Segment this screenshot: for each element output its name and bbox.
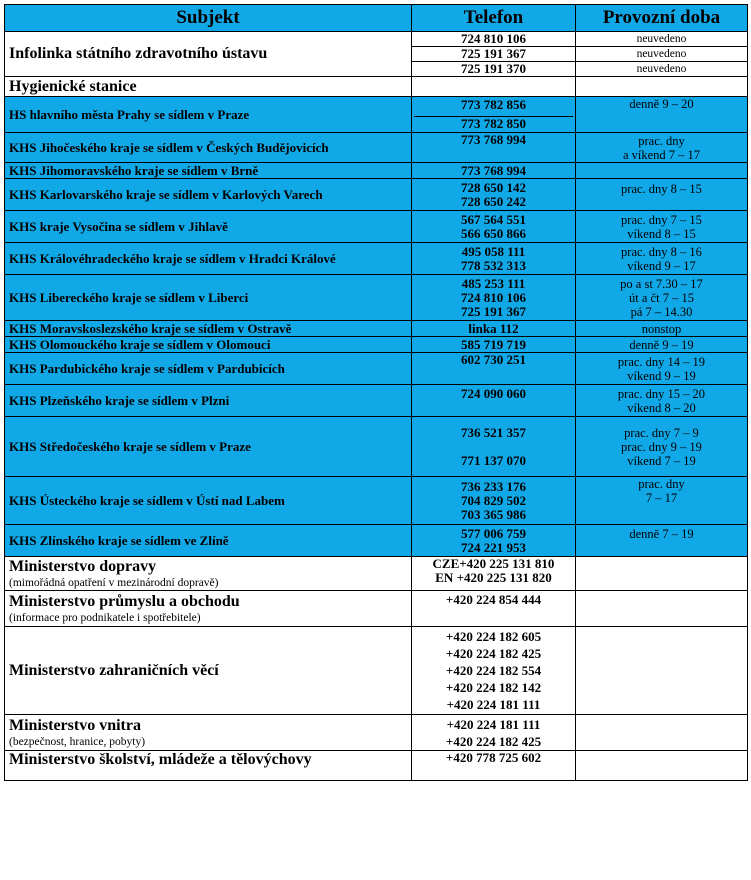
station-hours-line: víkend 9 – 17	[627, 258, 696, 273]
ministry-name: Ministerstvo školství, mládeže a tělovýchovy	[9, 751, 312, 768]
station-subject: KHS Plzeňského kraje se sídlem v Plzni	[5, 385, 412, 417]
station-phone: 725 191 367	[461, 303, 526, 319]
ministry-phone: +420 224 181 111	[446, 716, 541, 732]
ministry-note: (mimořádná opatření v mezinárodní dopravě)	[9, 576, 219, 589]
station-phone: 704 829 502	[461, 492, 526, 508]
empty-cell	[576, 557, 748, 591]
station-hours-line: prac. dny 15 – 20	[617, 386, 706, 401]
station-hours-line: út a čt 7 – 15	[629, 290, 694, 305]
header-subject: Subjekt	[5, 5, 412, 32]
station-row	[5, 163, 748, 179]
station-hours-line: prac. dny 14 – 19	[617, 354, 706, 369]
ministry-subject	[5, 627, 412, 715]
header-row	[5, 5, 748, 32]
station-hours-line: a víkend 7 – 17	[622, 147, 701, 162]
station-row	[5, 385, 748, 417]
empty-cell	[576, 751, 748, 781]
ministry-subject	[5, 751, 412, 781]
station-hours	[576, 321, 748, 337]
ministry-row	[5, 715, 748, 751]
station-phones	[412, 525, 576, 557]
station-hours	[576, 385, 748, 417]
station-row	[5, 211, 748, 243]
ministry-row	[5, 557, 748, 591]
station-row	[5, 243, 748, 275]
station-phone: 567 564 551	[461, 211, 526, 227]
station-phones	[412, 97, 576, 133]
station-hours-line: prac. dny 8 – 16	[621, 244, 702, 259]
ministry-subject	[5, 557, 412, 591]
station-hours-line: víkend 9 – 19	[627, 368, 696, 383]
station-row	[5, 525, 748, 557]
station-row	[5, 417, 748, 477]
station-subject: KHS Jihočeského kraje se sídlem v Českých Budějovicích	[5, 133, 412, 163]
station-hours-line: denně 7 – 19	[629, 527, 694, 541]
station-phone: 773 768 994	[461, 162, 526, 178]
ministry-note: (bezpečnost, hranice, pobyty)	[9, 735, 146, 748]
infolinka-phone-2: 725 191 367	[412, 47, 576, 62]
spacer	[414, 440, 573, 454]
station-hours-line: nonstop	[641, 321, 682, 336]
empty-cell	[412, 77, 576, 97]
ministry-row	[5, 751, 748, 781]
station-phone: linka 112	[468, 320, 519, 336]
station-row	[5, 337, 748, 353]
station-phone: 736 233 176	[461, 478, 526, 494]
infolinka-hours-1: neuvedeno	[576, 32, 748, 47]
station-phones	[412, 163, 576, 179]
station-subject: KHS Královéhradeckého kraje se sídlem v Hradci Králové	[5, 243, 412, 275]
station-row	[5, 321, 748, 337]
station-hours-line: denně 9 – 19	[629, 337, 694, 352]
station-phone: 778 532 313	[461, 257, 526, 273]
station-row	[5, 133, 748, 163]
ministry-phone: +420 224 182 554	[445, 663, 542, 678]
station-phones	[412, 133, 576, 163]
station-subject: KHS Ústeckého kraje se sídlem v Ústí nad Labem	[5, 477, 412, 525]
station-hours	[576, 525, 748, 557]
station-row	[5, 477, 748, 525]
contact-table-container	[4, 4, 747, 781]
station-hours	[576, 163, 748, 179]
station-phone: 724 810 106	[461, 289, 526, 305]
ministry-name: Ministerstvo vnitra	[9, 716, 141, 734]
station-hours	[576, 417, 748, 477]
station-hours	[576, 477, 748, 525]
station-subject: KHS Jihomoravského kraje se sídlem v Brně	[5, 163, 412, 179]
ministry-note: (informace pro podnikatele i spotřebitele)	[9, 611, 201, 624]
hygiene-header-row	[5, 77, 748, 97]
station-hours-line: víkend 7 – 19	[627, 453, 696, 468]
station-phone: 485 253 111	[461, 275, 526, 291]
ministry-phones	[412, 557, 576, 591]
ministry-phones	[412, 627, 576, 715]
ministry-phone: +420 224 182 142	[445, 680, 542, 695]
station-hours-line: prac. dny	[638, 477, 685, 491]
empty-cell	[576, 627, 748, 715]
station-hours-line: prac. dny 7 – 15	[621, 212, 702, 227]
infolinka-hours-3: neuvedeno	[576, 62, 748, 77]
ministry-name: Ministerstvo dopravy	[9, 557, 157, 575]
ministry-name: Ministerstvo zahraničních věcí	[9, 661, 219, 679]
station-phone: 773 768 994	[461, 132, 526, 147]
station-hours-line: prac. dny 8 – 15	[621, 182, 702, 196]
station-phone: 566 650 866	[461, 225, 526, 241]
ministry-phone: +420 224 854 444	[445, 592, 542, 607]
station-subject: KHS Středočeského kraje se sídlem v Praze	[5, 417, 412, 477]
empty-cell	[576, 77, 748, 97]
station-hours	[576, 275, 748, 321]
ministry-phones	[412, 591, 576, 627]
station-subject: KHS Zlínského kraje se sídlem ve Zlíně	[5, 525, 412, 557]
station-hours	[576, 353, 748, 385]
ministry-row	[5, 591, 748, 627]
station-phone: 703 365 986	[461, 506, 526, 522]
station-hours-line: prac. dny 7 – 9	[624, 425, 699, 440]
station-hours-line: prac. dny 9 – 19	[621, 439, 702, 454]
station-phones	[412, 385, 576, 417]
infolinka-subject: Infolinka státního zdravotního ústavu	[5, 32, 412, 77]
station-row	[5, 275, 748, 321]
station-hours-line: pá 7 – 14.30	[630, 304, 693, 319]
infolinka-row	[5, 32, 748, 47]
ministry-name: Ministerstvo průmyslu a obchodu	[9, 592, 240, 610]
station-phone: 728 650 142	[461, 179, 526, 195]
ministry-phones	[412, 751, 576, 781]
station-phone: 495 058 111	[461, 243, 526, 259]
station-row	[5, 97, 748, 133]
ministry-row	[5, 627, 748, 715]
empty-cell	[576, 591, 748, 627]
station-hours-line: víkend 8 – 15	[627, 226, 696, 241]
station-phone: 724 221 953	[461, 539, 526, 555]
infolinka-hours-2: neuvedeno	[576, 47, 748, 62]
empty-cell	[576, 715, 748, 751]
station-subject: KHS Libereckého kraje se sídlem v Liberci	[5, 275, 412, 321]
station-hours	[576, 97, 748, 133]
station-phone: 728 650 242	[461, 193, 526, 209]
station-phone: 771 137 070	[461, 452, 526, 468]
station-hours	[576, 337, 748, 353]
station-phones	[412, 417, 576, 477]
ministry-subject	[5, 591, 412, 627]
station-hours	[576, 211, 748, 243]
contact-table	[4, 4, 748, 781]
station-phone: 602 730 251	[461, 352, 526, 367]
station-phone: 773 782 856	[461, 97, 526, 112]
station-row	[5, 353, 748, 385]
station-phones	[412, 353, 576, 385]
ministry-phone: +420 224 182 425	[445, 646, 542, 661]
station-phone: 724 090 060	[461, 386, 526, 401]
station-phone: 736 521 357	[461, 424, 526, 440]
station-phones	[412, 275, 576, 321]
station-subject: KHS Karlovarského kraje se sídlem v Karlových Varech	[5, 179, 412, 211]
ministry-phone: EN +420 225 131 820	[435, 570, 552, 585]
station-phones	[412, 337, 576, 353]
station-subject: HS hlavního města Prahy se sídlem v Praze	[5, 97, 412, 133]
ministry-phone: CZE+420 225 131 810	[432, 556, 555, 571]
station-subject: KHS Moravskoslezského kraje se sídlem v Ostravě	[5, 321, 412, 337]
station-phone: 773 782 850	[414, 116, 573, 131]
station-row	[5, 179, 748, 211]
header-hours: Provozní doba	[576, 5, 748, 32]
ministry-phone: +420 778 725 602	[445, 750, 542, 765]
station-phones	[412, 321, 576, 337]
station-phones	[412, 179, 576, 211]
station-subject: KHS kraje Vysočina se sídlem v Jihlavě	[5, 211, 412, 243]
infolinka-phone-1: 724 810 106	[412, 32, 576, 47]
station-phones	[412, 477, 576, 525]
station-phone: 577 006 759	[461, 525, 526, 541]
station-subject: KHS Olomouckého kraje se sídlem v Olomouci	[5, 337, 412, 353]
ministry-phone: +420 224 182 425	[445, 733, 542, 749]
infolinka-phone-3: 725 191 370	[412, 62, 576, 77]
station-hours-line: po a st 7.30 – 17	[620, 276, 703, 291]
ministry-phones	[412, 715, 576, 751]
station-hours-line: denně 9 – 20	[629, 97, 694, 111]
station-hours	[576, 243, 748, 275]
ministry-phone: +420 224 182 605	[445, 629, 542, 644]
ministry-subject	[5, 715, 412, 751]
station-hours	[576, 179, 748, 211]
station-subject: KHS Pardubického kraje se sídlem v Pardubicích	[5, 353, 412, 385]
header-phone: Telefon	[412, 5, 576, 32]
hygiene-header: Hygienické stanice	[5, 77, 412, 97]
station-phone: 585 719 719	[461, 336, 526, 352]
ministry-phone: +420 224 181 111	[446, 697, 541, 712]
station-hours	[576, 133, 748, 163]
station-hours-line: víkend 8 – 20	[627, 400, 696, 415]
station-phones	[412, 243, 576, 275]
station-phones	[412, 211, 576, 243]
station-hours-line: 7 – 17	[645, 491, 678, 505]
station-hours-line: prac. dny	[638, 133, 685, 148]
